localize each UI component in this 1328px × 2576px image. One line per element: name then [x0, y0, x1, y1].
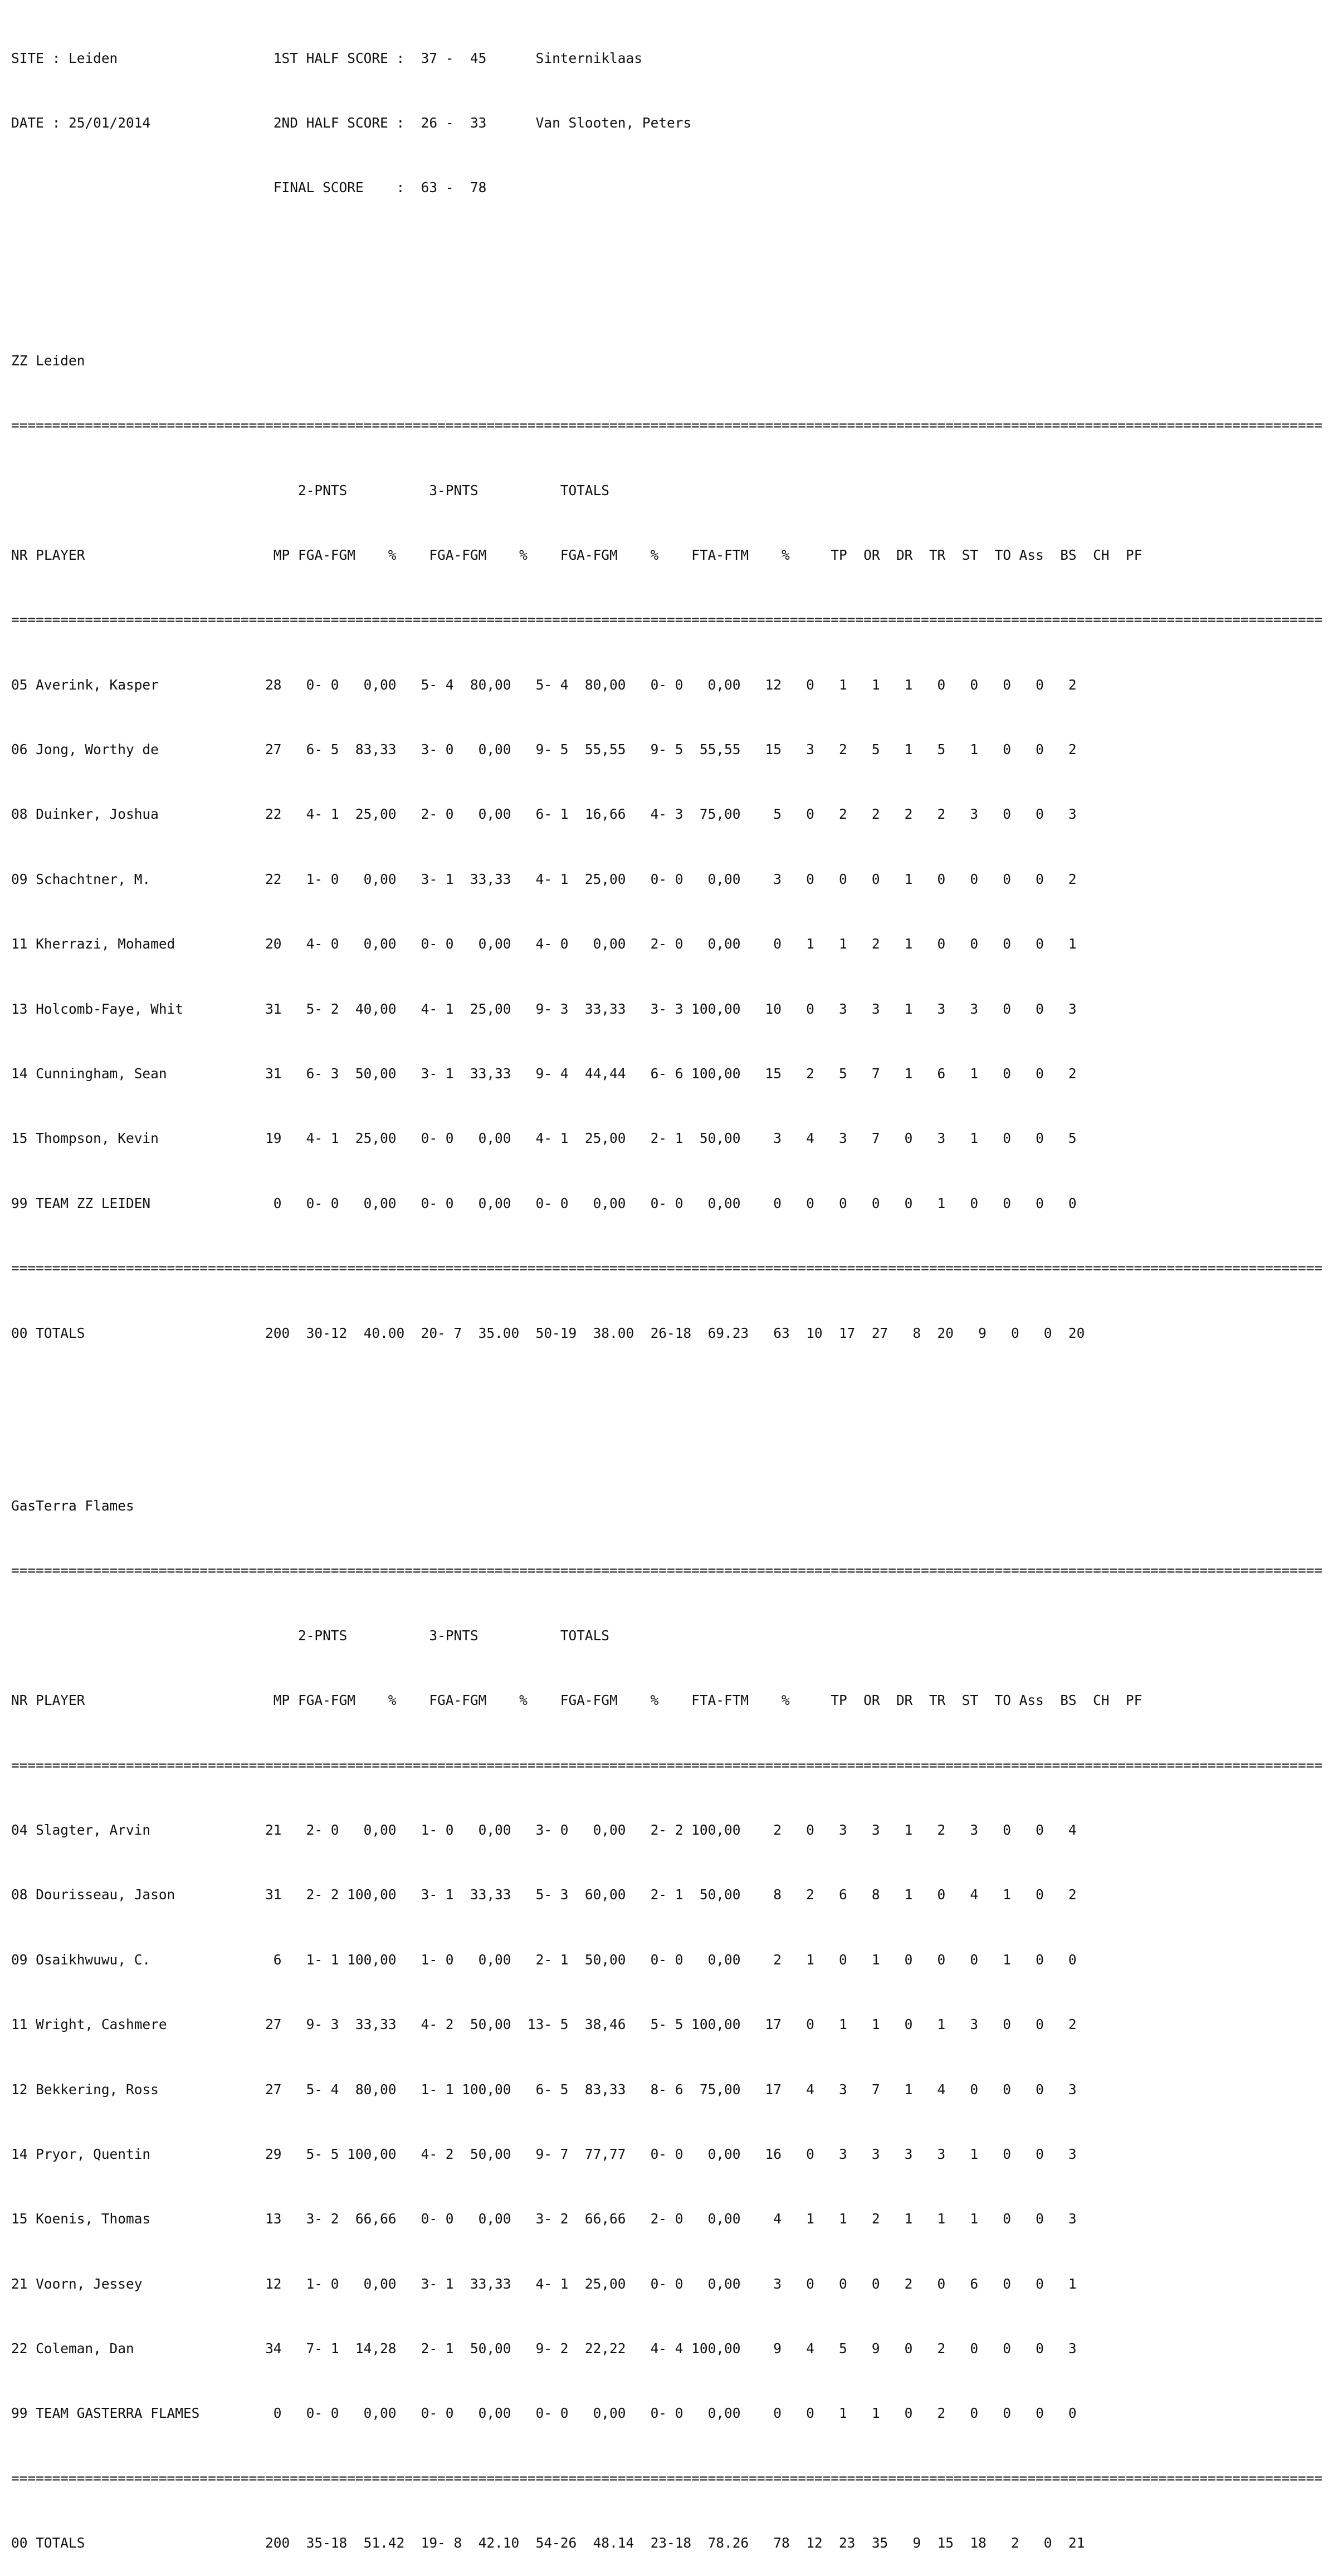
second-half-score: 26 - 33 — [421, 114, 487, 131]
table-row: 12 Bekkering, Ross 27 5- 4 80,00 1- 1 100,00 6- 5 83,33 8- 6 75,00 17 4 3 7 1 4 0 0 0 3 — [11, 2081, 1077, 2098]
table-row: 09 Osaikhwuwu, C. 6 1- 1 100,00 1- 0 0,00 2- 1 50,00 0- 0 0,00 2 1 0 1 0 0 0 1 0 0 — [11, 1951, 1077, 1968]
header-line-3 — [11, 177, 1326, 199]
totals-row: 00 TOTALS 200 30-12 40.00 20- 7 35.00 50-19 38.00 26-18 69.23 63 10 17 27 8 20 9 0 0 20 — [11, 1324, 1085, 1341]
second-half-label: 2ND HALF SCORE : — [273, 114, 405, 131]
column-header: NR PLAYER MP FGA-FGM % FGA-FGM % FGA-FGM % FTA-FTM % TP OR DR TR ST TO Ass BS CH PF — [11, 1692, 1143, 1709]
first-half-label: 1ST HALF SCORE : — [273, 50, 405, 66]
separator: ================================================================================================================================================================ — [11, 612, 1323, 628]
table-row: 11 Kherrazi, Mohamed 20 4- 0 0,00 0- 0 0,00 4- 0 0,00 2- 0 0,00 0 1 1 2 1 0 0 0 0 1 — [11, 936, 1077, 952]
separator: ================================================================================================================================================================ — [11, 2470, 1323, 2486]
table-row: 15 Thompson, Kevin 19 4- 1 25,00 0- 0 0,00 4- 1 25,00 2- 1 50,00 3 4 3 7 0 3 1 0 0 5 — [11, 1130, 1077, 1147]
final-score: 63 - 78 — [421, 179, 487, 196]
header-line-2 — [11, 113, 1326, 134]
team-name: ZZ Leiden — [11, 352, 85, 369]
column-group-header: 2-PNTS 3-PNTS TOTALS — [11, 1627, 610, 1644]
site-label: SITE : Leiden — [11, 50, 118, 66]
table-row: 15 Koenis, Thomas 13 3- 2 66,66 0- 0 0,00 3- 2 66,66 2- 0 0,00 4 1 1 2 1 1 1 0 0 3 — [11, 2211, 1077, 2227]
referees: Van Slooten, Peters — [535, 114, 692, 131]
column-group-header: 2-PNTS 3-PNTS TOTALS — [11, 482, 610, 498]
table-row: 21 Voorn, Jessey 12 1- 0 0,00 3- 1 33,33 4- 1 25,00 0- 0 0,00 3 0 0 0 2 0 6 0 0 1 — [11, 2275, 1077, 2292]
table-row: 04 Slagter, Arvin 21 2- 0 0,00 1- 0 0,00 3- 0 0,00 2- 2 100,00 2 0 3 3 1 2 3 0 0 4 — [11, 1821, 1077, 1838]
boxscore-document — [11, 4, 1326, 2576]
table-row: 14 Pryor, Quentin 29 5- 5 100,00 4- 2 50,00 9- 7 77,77 0- 0 0,00 16 0 3 3 3 3 1 0 0 3 — [11, 2145, 1077, 2162]
table-row: 06 Jong, Worthy de 27 6- 5 83,33 3- 0 0,00 9- 5 55,55 9- 5 55,55 15 3 2 5 1 5 1 0 0 2 — [11, 741, 1077, 758]
table-row: 08 Duinker, Joshua 22 4- 1 25,00 2- 0 0,00 6- 1 16,66 4- 3 75,00 5 0 2 2 2 2 3 0 0 3 — [11, 806, 1077, 823]
first-half-score: 37 - 45 — [421, 50, 487, 66]
venue: Sinterniklaas — [535, 50, 642, 66]
table-row: 99 TEAM ZZ LEIDEN 0 0- 0 0,00 0- 0 0,00 0- 0 0,00 0- 0 0,00 0 0 0 0 0 1 0 0 0 0 — [11, 1195, 1077, 1211]
table-row: 99 TEAM GASTERRA FLAMES 0 0- 0 0,00 0- 0 0,00 0- 0 0,00 0- 0 0,00 0 0 1 1 0 2 0 0 0 0 — [11, 2405, 1077, 2422]
table-row: 11 Wright, Cashmere 27 9- 3 33,33 4- 2 50,00 13- 5 38,46 5- 5 100,00 17 0 1 1 0 1 3 0 0 2 — [11, 2016, 1077, 2033]
table-row: 09 Schachtner, M. 22 1- 0 0,00 3- 1 33,33 4- 1 25,00 0- 0 0,00 3 0 0 0 1 0 0 0 0 2 — [11, 871, 1077, 887]
table-row: 13 Holcomb-Faye, Whit 31 5- 2 40,00 4- 1 25,00 9- 3 33,33 3- 3 100,00 10 0 3 3 1 3 3 0 0 3 — [11, 1000, 1077, 1017]
table-row: 08 Dourisseau, Jason 31 2- 2 100,00 3- 1 33,33 5- 3 60,00 2- 1 50,00 8 2 6 8 1 0 4 1 0 2 — [11, 1886, 1077, 1903]
separator: ================================================================================================================================================================ — [11, 1562, 1323, 1579]
date-label: DATE : 25/01/2014 — [11, 114, 151, 131]
separator: ================================================================================================================================================================ — [11, 1260, 1323, 1277]
column-header: NR PLAYER MP FGA-FGM % FGA-FGM % FGA-FGM % FTA-FTM % TP OR DR TR ST TO Ass BS CH PF — [11, 546, 1143, 563]
separator: ================================================================================================================================================================ — [11, 1757, 1323, 1773]
totals-row: 00 TOTALS 200 35-18 51.42 19- 8 42.10 54-26 48.14 23-18 78.26 78 12 23 35 9 15 18 2 0 21 — [11, 2535, 1085, 2551]
table-row: 05 Averink, Kasper 28 0- 0 0,00 5- 4 80,00 5- 4 80,00 0- 0 0,00 12 0 1 1 1 0 0 0 0 2 — [11, 676, 1077, 693]
team-name: GasTerra Flames — [11, 1497, 134, 1514]
table-row: 14 Cunningham, Sean 31 6- 3 50,00 3- 1 33,33 9- 4 44,44 6- 6 100,00 15 2 5 7 1 6 1 0 0 2 — [11, 1065, 1077, 1082]
separator: ================================================================================================================================================================ — [11, 417, 1323, 434]
table-row: 22 Coleman, Dan 34 7- 1 14,28 2- 1 50,00 9- 2 22,22 4- 4 100,00 9 4 5 9 0 2 0 0 0 3 — [11, 2340, 1077, 2357]
header-line-1 — [11, 48, 1326, 70]
final-score-label: FINAL SCORE : — [273, 179, 405, 196]
